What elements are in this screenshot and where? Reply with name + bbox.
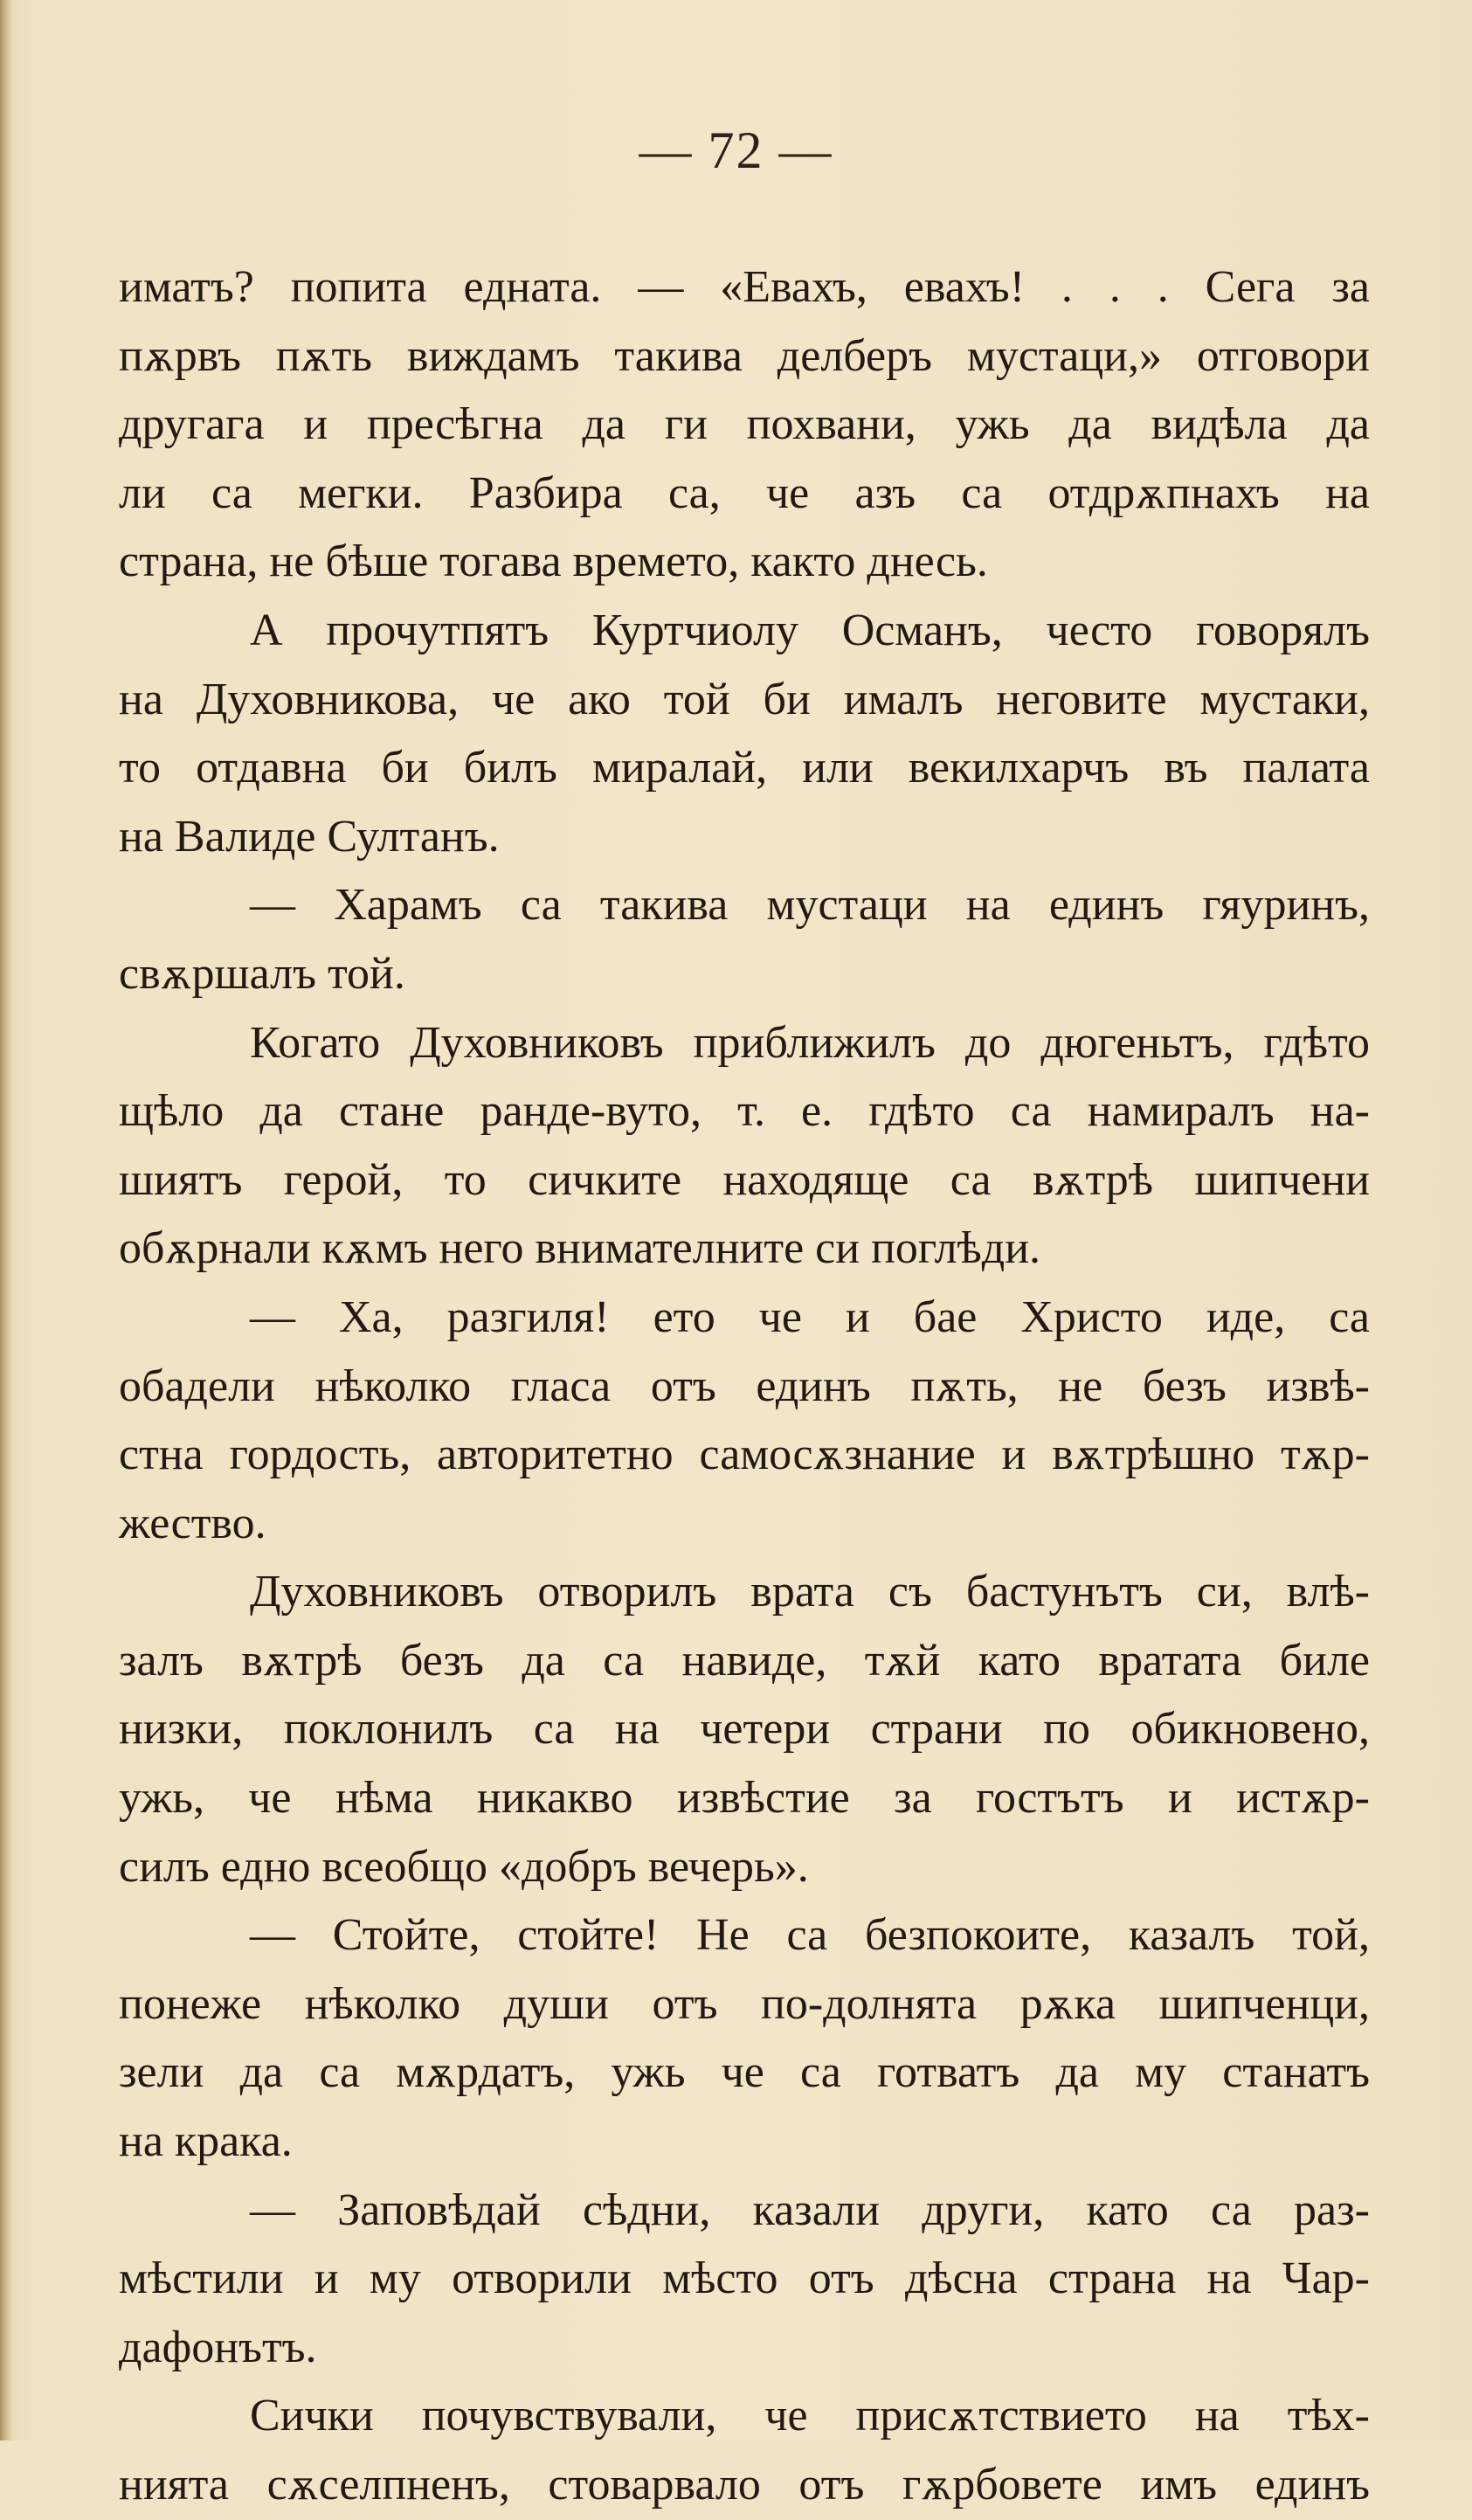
text-line: ужь, че нѣма никакво извѣстие за гостътъ и истѫр- <box>119 1773 1370 1824</box>
text-line: другага и пресѣгна да ги похвани, ужь да видѣла да <box>119 399 1370 450</box>
text-line: понеже нѣколко души отъ по-долнята рѫка шипченци, <box>119 1978 1370 2029</box>
text-line: — Заповѣдай сѣдни, казали други, като са раз- <box>250 2184 1370 2235</box>
text-line: стна гордость, авторитетно самосѫзнание и вѫтрѣшно тѫр- <box>119 1430 1370 1480</box>
text-line: Сички почувствували, че присѫтствието на тѣх- <box>250 2391 1370 2441</box>
text-line: Когато Духовниковъ приближилъ до дюгеньтъ, гдѣто <box>250 1017 1370 1068</box>
text-line: свѫршалъ той. <box>119 948 405 999</box>
text-line: на Валиде Султанъ. <box>119 811 500 862</box>
text-line: пѫрвъ пѫть виждамъ такива делберъ мустаци,» отговори <box>119 330 1370 381</box>
text-line: на Духовникова, че ако той би ималъ неговите мустаки, <box>119 674 1370 724</box>
text-line: обадели нѣколко гласа отъ единъ пѫть, не безъ извѣ- <box>119 1360 1370 1411</box>
text-line: Духовниковъ отворилъ врата съ бастунътъ си, влѣ- <box>250 1567 1370 1617</box>
text-line: залъ вѫтрѣ безъ да са навиде, тѫй като вратата биле <box>119 1635 1370 1686</box>
text-line: обѫрнали кѫмъ него внимателните си поглѣди. <box>119 1223 1041 1274</box>
text-line: жество. <box>119 1498 266 1548</box>
text-line: — Ха, разгиля! ето че и бае Христо иде, са <box>250 1291 1370 1342</box>
text-line: ли са мегки. Разбира са, че азъ са отдрѫпнахъ на <box>119 467 1370 518</box>
text-line: нията сѫселпненъ, стоварвало отъ гѫрбовете имъ единъ <box>119 2460 1370 2510</box>
text-line: мѣстили и му отворили мѣсто отъ дѣсна страна на Чар- <box>119 2253 1370 2304</box>
text-line: иматъ? попита едната. — «Евахъ, евахъ! . . . Сега за <box>119 262 1370 312</box>
text-line: страна, не бѣше тогава времето, както днесь. <box>119 537 988 587</box>
text-line: силъ едно всеобщо «добръ вечерь». <box>119 1841 809 1892</box>
body-text <box>119 253 1370 2520</box>
text-line: на крака. <box>119 2116 293 2167</box>
text-line: то отдавна би билъ миралай, или векилхарчъ въ палата <box>119 743 1370 793</box>
text-line: — Стойте, стойте! Не са безпокоите, казалъ той, <box>250 1910 1370 1961</box>
page-number: — 72 — <box>639 121 833 179</box>
text-line: низки, поклонилъ са на четери страни по обикновено, <box>119 1704 1370 1755</box>
text-line: шиятъ герой, то сичките находяще са вѫтрѣ шипчени <box>119 1154 1370 1205</box>
text-line: щѣло да стане ранде-вуто, т. е. гдѣто са намиралъ на- <box>119 1086 1370 1137</box>
text-line: А прочутпятъ Куртчиолу Османъ, често говорялъ <box>250 605 1370 655</box>
page-spine-edge <box>0 0 12 2440</box>
text-line: дафонътъ. <box>119 2322 317 2372</box>
text-line: зели да са мѫрдатъ, ужь че са готватъ да му станатъ <box>119 2047 1370 2098</box>
text-line: — Харамъ са такива мустаци на единъ гяуринъ, <box>250 880 1370 931</box>
